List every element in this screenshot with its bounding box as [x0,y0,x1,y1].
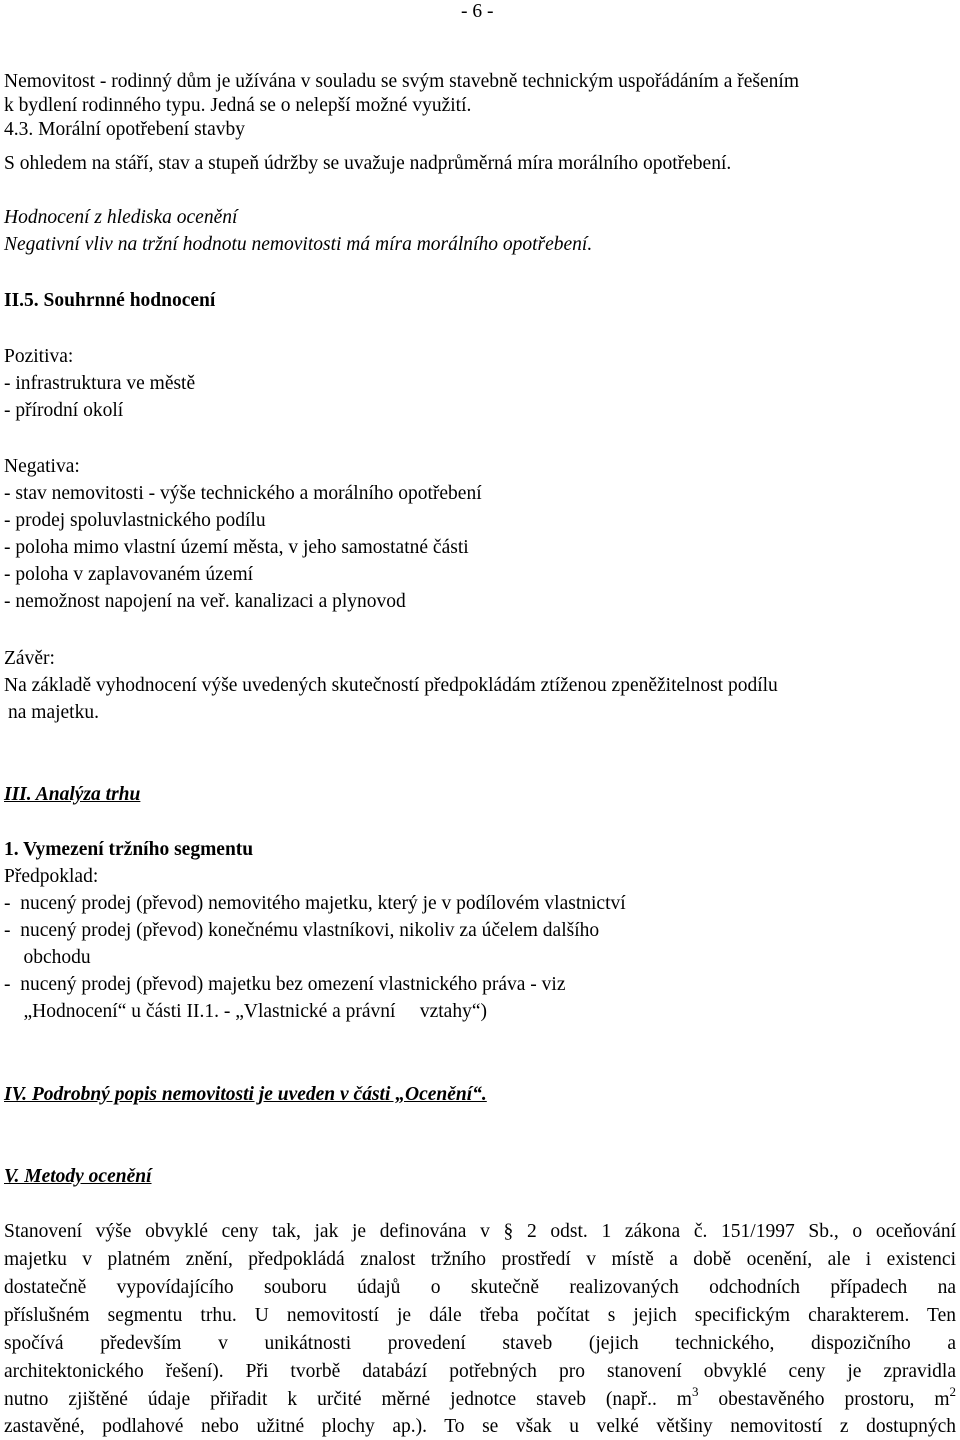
list-item: - prodej spoluvlastnického podílu [4,510,266,531]
market-heading: III. Analýza trhu [4,784,141,805]
paragraph-line: architektonického řešení). Při tvorbě databází potřebných pro stanovení obvyklé ceny je zpravidla [4,1361,956,1382]
intro-line: S ohledem na stáří, stav a stupeň údržby se uvažuje nadprůměrná míra morálního opotřebení. [4,153,732,174]
paragraph-line: dostatečně vypovídajícího souboru údajů o skutečně realizovaných odchodních případech na [4,1277,956,1298]
list-item: - nucený prodej (převod) majetku bez omezení vlastnického práva - viz [4,974,566,995]
section-5-heading: V. Metody ocenění [4,1166,152,1187]
list-item: - poloha mimo vlastní území města, v jeho samostatné části [4,537,469,558]
conclusion-label: Závěr: [4,648,55,669]
list-item: obchodu [4,947,91,968]
list-item: - nucený prodej (převod) nemovitého majetku, který je v podílovém vlastnictví [4,893,626,914]
superscript: 2 [949,1383,956,1399]
rating-title: Hodnocení z hlediska ocenění [4,207,238,228]
paragraph-line: majetku v platném znění, předpokládá znalost tržního prostředí v místě a době ocenění, ale i existenci [4,1249,956,1270]
list-item: - nucený prodej (převod) konečnému vlastníkovi, nikoliv za účelem dalšího [4,920,600,941]
list-item: - infrastruktura ve městě [4,373,196,394]
list-item: - poloha v zaplavovaném území [4,564,254,585]
positives-label: Pozitiva: [4,346,74,367]
rating-text: Negativní vliv na tržní hodnotu nemovitosti má míra morálního opotřebení. [4,234,593,255]
list-item: - nemožnost napojení na veř. kanalizaci a plynovod [4,591,406,612]
conclusion-text: na majetku. [8,702,99,723]
superscript: 3 [691,1383,699,1399]
page-number: - 6 - [461,1,494,22]
paragraph-line: příslušném segmentu trhu. U nemovitostí je dále třeba počítat s jejich specifickým charakterem. Ten [4,1305,956,1326]
paragraph-line: spočívá především v unikátnosti provedení staveb (jejich technického, dispozičního a [4,1333,956,1354]
negatives-label: Negativa: [4,456,80,477]
paragraph-line-with-units [4,1383,956,1413]
list-item: - stav nemovitosti - výše technického a morálního opotřebení [4,483,482,504]
section-4-heading: IV. Podrobný popis nemovitosti je uveden v části „Ocenění“. [4,1084,487,1105]
list-item: - přírodní okolí [4,400,124,421]
section-4-3-heading: 4.3. Morální opotřebení stavby [4,119,245,140]
paragraph-line: Stanovení výše obvyklé ceny tak, jak je definována v § 2 odst. 1 zákona č. 151/1997 Sb., o oceňování [4,1221,956,1242]
intro-line: Nemovitost - rodinný dům je užívána v souladu se svým stavebně technickým uspořádáním a řešením [4,71,799,92]
assumption-label: Předpoklad: [4,866,99,887]
conclusion-text: Na základě vyhodnocení výše uvedených skutečností předpokládám ztíženou zpeněžitelnost podílu [4,675,778,696]
list-item: „Hodnocení“ u části II.1. - „Vlastnické a právní vztahy“) [4,1001,487,1022]
summary-heading: II.5. Souhrnné hodnocení [4,290,216,311]
segment-heading: 1. Vymezení tržního segmentu [4,839,254,860]
paragraph-text: obestavěného prostoru, m [698,1389,950,1410]
intro-line: k bydlení rodinného typu. Jedná se o nelepší možné využití. [4,95,472,116]
paragraph-text: nutno zjištěné údaje přiřadit k určité měrné jednotce staveb (např.. m [4,1389,692,1410]
paragraph-line: zastavěné, podlahové nebo užitné plochy ap.). To se však u velké většiny nemovitostí z dostupných [4,1416,956,1437]
